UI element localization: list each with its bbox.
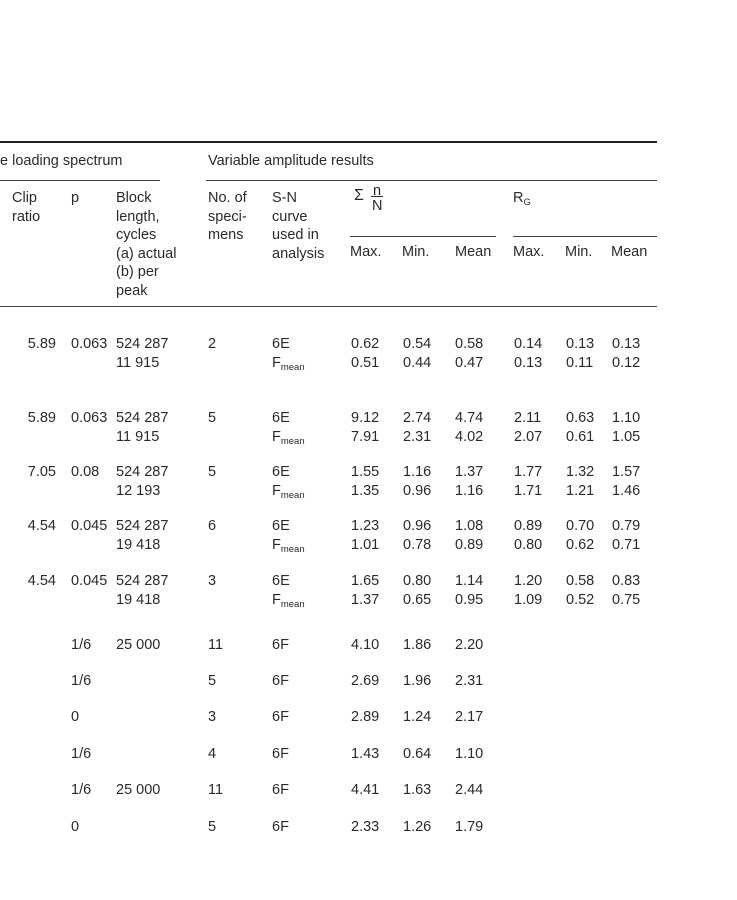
value-cell: 9.12 — [351, 410, 380, 426]
value-cell: 0.79 — [612, 518, 641, 534]
sn-curve-cell — [272, 536, 305, 559]
block-length-actual-cell: 524 287 — [116, 410, 169, 426]
rg-group-rule — [513, 236, 657, 237]
value-cell: 1.96 — [403, 673, 432, 689]
value-cell: 2.11 — [514, 410, 542, 426]
sn-curve-symbol: F — [272, 537, 281, 553]
value-cell: 0.83 — [612, 573, 641, 589]
fraction-denominator: N — [372, 198, 383, 214]
value-cell: 1.77 — [514, 464, 543, 480]
sum-symbol: Σ — [354, 187, 364, 204]
value-cell: 0.65 — [403, 592, 432, 608]
sn-curve-subscript: mean — [280, 436, 305, 447]
value-cell: 2.33 — [351, 819, 380, 835]
value-cell: 0.58 — [566, 573, 595, 589]
value-cell: 0.13 — [514, 355, 543, 371]
value-cell: 0.54 — [403, 336, 432, 352]
sub-col-mean-2: Mean — [611, 244, 648, 260]
specimens-cell: 6 — [208, 518, 217, 534]
value-cell: 1.01 — [351, 537, 380, 553]
value-cell: 0.63 — [566, 410, 595, 426]
value-cell: 0.95 — [455, 592, 484, 608]
value-cell: 1.10 — [455, 746, 484, 762]
spectrum-group-rule — [0, 180, 160, 181]
value-cell: 1.24 — [403, 709, 432, 725]
block-length-actual-cell: 524 287 — [116, 518, 169, 534]
value-cell: 1.16 — [455, 483, 484, 499]
value-cell: 2.31 — [403, 429, 432, 445]
value-cell: 1.35 — [351, 483, 380, 499]
col-block-length: Block length, cycles (a) actual (b) per peak — [116, 190, 177, 299]
value-cell: 1.86 — [403, 637, 432, 653]
value-cell: 1.10 — [612, 410, 641, 426]
value-cell: 1.65 — [351, 573, 380, 589]
sn-curve-subscript: mean — [280, 599, 305, 610]
block-length-cell: 25 000 — [116, 637, 161, 653]
specimens-cell: 11 — [208, 637, 224, 653]
sub-col-mean-1: Mean — [455, 244, 492, 260]
value-cell: 4.41 — [351, 782, 380, 798]
clip-ratio-cell: 5.89 — [27, 410, 56, 426]
value-cell: 0.75 — [612, 592, 641, 608]
value-cell: 4.10 — [351, 637, 380, 653]
sn-curve-cell: 6E — [272, 518, 290, 534]
value-cell: 0.70 — [566, 518, 595, 534]
sn-curve-subscript: mean — [280, 490, 305, 501]
value-cell: 1.09 — [514, 592, 543, 608]
value-cell: 0.78 — [403, 537, 432, 553]
value-cell: 0.62 — [566, 537, 595, 553]
value-cell: 0.89 — [514, 518, 543, 534]
sub-col-max-2: Max. — [513, 244, 545, 260]
p-cell: 0 — [71, 709, 80, 725]
sn-curve-symbol: F — [272, 592, 281, 608]
value-cell: 2.07 — [514, 429, 543, 445]
col-specimens: No. of speci- mens — [208, 190, 247, 243]
sn-curve-symbol: F — [272, 429, 281, 445]
sn-curve-cell — [272, 482, 305, 505]
block-length-per-peak-cell: 19 418 — [116, 592, 161, 608]
value-cell: 0.64 — [403, 746, 432, 762]
p-cell: 0.045 — [71, 518, 108, 534]
sn-curve-cell: 6F — [272, 637, 289, 653]
n-over-N-fraction — [371, 182, 385, 214]
specimens-cell: 5 — [208, 464, 217, 480]
clip-ratio-cell: 4.54 — [27, 518, 56, 534]
p-cell: 0.063 — [71, 410, 108, 426]
fraction-numerator: n — [373, 183, 382, 199]
value-cell: 0.96 — [403, 518, 432, 534]
value-cell: 2.20 — [455, 637, 484, 653]
value-cell: 1.20 — [514, 573, 543, 589]
specimens-cell: 11 — [208, 782, 224, 798]
p-cell: 1/6 — [71, 782, 92, 798]
value-cell: 0.96 — [403, 483, 432, 499]
sn-curve-cell: 6E — [272, 573, 290, 589]
specimens-cell: 4 — [208, 746, 217, 762]
sn-curve-cell: 6E — [272, 464, 290, 480]
value-cell: 1.57 — [612, 464, 641, 480]
value-cell: 0.58 — [455, 336, 484, 352]
value-cell: 1.37 — [455, 464, 484, 480]
sn-curve-cell: 6F — [272, 709, 289, 725]
block-length-per-peak-cell: 11 915 — [116, 355, 160, 371]
value-cell: 2.44 — [455, 782, 484, 798]
block-length-per-peak-cell: 19 418 — [116, 537, 161, 553]
value-cell: 2.89 — [351, 709, 380, 725]
sum-group-rule — [350, 236, 496, 237]
value-cell: 1.43 — [351, 746, 380, 762]
specimens-cell: 5 — [208, 819, 217, 835]
value-cell: 1.14 — [455, 573, 484, 589]
value-cell: 4.02 — [455, 429, 484, 445]
p-cell: 0.063 — [71, 336, 108, 352]
col-p: p — [71, 190, 80, 206]
block-length-cell: 25 000 — [116, 782, 161, 798]
table-top-rule — [0, 141, 657, 143]
results-group-rule — [206, 180, 657, 181]
block-length-actual-cell: 524 287 — [116, 336, 169, 352]
block-length-per-peak-cell: 11 915 — [116, 429, 160, 445]
value-cell: 1.46 — [612, 483, 641, 499]
sub-col-min-1: Min. — [402, 244, 430, 260]
value-cell: 0.62 — [351, 336, 380, 352]
value-cell: 1.23 — [351, 518, 380, 534]
col-sn-curve: S-N curve used in analysis — [272, 190, 325, 262]
value-cell: 0.13 — [612, 336, 641, 352]
sn-curve-symbol: F — [272, 483, 281, 499]
value-cell: 0.61 — [566, 429, 595, 445]
value-cell: 2.17 — [455, 709, 484, 725]
value-cell: 4.74 — [455, 410, 484, 426]
sn-curve-subscript: mean — [280, 362, 305, 373]
specimens-cell: 3 — [208, 573, 217, 589]
p-cell: 1/6 — [71, 673, 92, 689]
value-cell: 0.11 — [566, 355, 594, 371]
sn-curve-cell: 6F — [272, 819, 289, 835]
value-cell: 0.80 — [403, 573, 432, 589]
clip-ratio-cell: 7.05 — [27, 464, 56, 480]
value-cell: 0.44 — [403, 355, 432, 371]
value-cell: 2.31 — [455, 673, 484, 689]
block-length-actual-cell: 524 287 — [116, 573, 169, 589]
value-cell: 0.51 — [351, 355, 380, 371]
p-cell: 1/6 — [71, 637, 92, 653]
p-cell: 0.045 — [71, 573, 108, 589]
sn-curve-subscript: mean — [280, 544, 305, 555]
sn-curve-cell — [272, 354, 305, 377]
rg-header: $R_G$ — [513, 190, 531, 208]
value-cell: 1.79 — [455, 819, 484, 835]
sn-curve-cell — [272, 591, 305, 614]
p-cell: 0.08 — [71, 464, 100, 480]
p-cell: 0 — [71, 819, 80, 835]
sn-curve-cell: 6F — [272, 673, 289, 689]
sn-curve-cell: 6F — [272, 782, 289, 798]
value-cell: 7.91 — [351, 429, 380, 445]
value-cell: 0.80 — [514, 537, 543, 553]
block-length-actual-cell: 524 287 — [116, 464, 169, 480]
clip-ratio-cell: 5.89 — [27, 336, 56, 352]
sn-curve-cell: 6E — [272, 410, 290, 426]
p-cell: 1/6 — [71, 746, 92, 762]
specimens-cell: 2 — [208, 336, 217, 352]
specimens-cell: 3 — [208, 709, 217, 725]
value-cell: 0.14 — [514, 336, 543, 352]
sn-curve-cell: 6F — [272, 746, 289, 762]
value-cell: 1.05 — [612, 429, 641, 445]
value-cell: 1.71 — [514, 483, 543, 499]
specimens-cell: 5 — [208, 410, 217, 426]
value-cell: 0.47 — [455, 355, 484, 371]
value-cell: 1.16 — [403, 464, 432, 480]
value-cell: 1.21 — [566, 483, 595, 499]
col-clip-ratio: Clip ratio — [12, 190, 41, 225]
value-cell: 0.52 — [566, 592, 595, 608]
block-length-per-peak-cell: 12 193 — [116, 483, 161, 499]
results-group-header: Variable amplitude results — [208, 153, 374, 169]
value-cell: 1.26 — [403, 819, 432, 835]
header-bottom-rule — [0, 306, 657, 307]
sn-curve-cell: 6E — [272, 336, 290, 352]
spectrum-group-header: e loading spectrum — [0, 153, 123, 169]
sub-col-min-2: Min. — [565, 244, 593, 260]
value-cell: 2.69 — [351, 673, 380, 689]
clip-ratio-cell: 4.54 — [27, 573, 56, 589]
value-cell: 1.37 — [351, 592, 380, 608]
value-cell: 1.63 — [403, 782, 432, 798]
value-cell: 1.32 — [566, 464, 595, 480]
sub-col-max-1: Max. — [350, 244, 382, 260]
value-cell: 0.71 — [612, 537, 641, 553]
value-cell: 0.89 — [455, 537, 484, 553]
value-cell: 0.13 — [566, 336, 595, 352]
value-cell: 1.08 — [455, 518, 484, 534]
value-cell: 0.12 — [612, 355, 641, 371]
value-cell: 1.55 — [351, 464, 380, 480]
sn-curve-cell — [272, 428, 305, 451]
specimens-cell: 5 — [208, 673, 217, 689]
value-cell: 2.74 — [403, 410, 432, 426]
sn-curve-symbol: F — [272, 355, 281, 371]
